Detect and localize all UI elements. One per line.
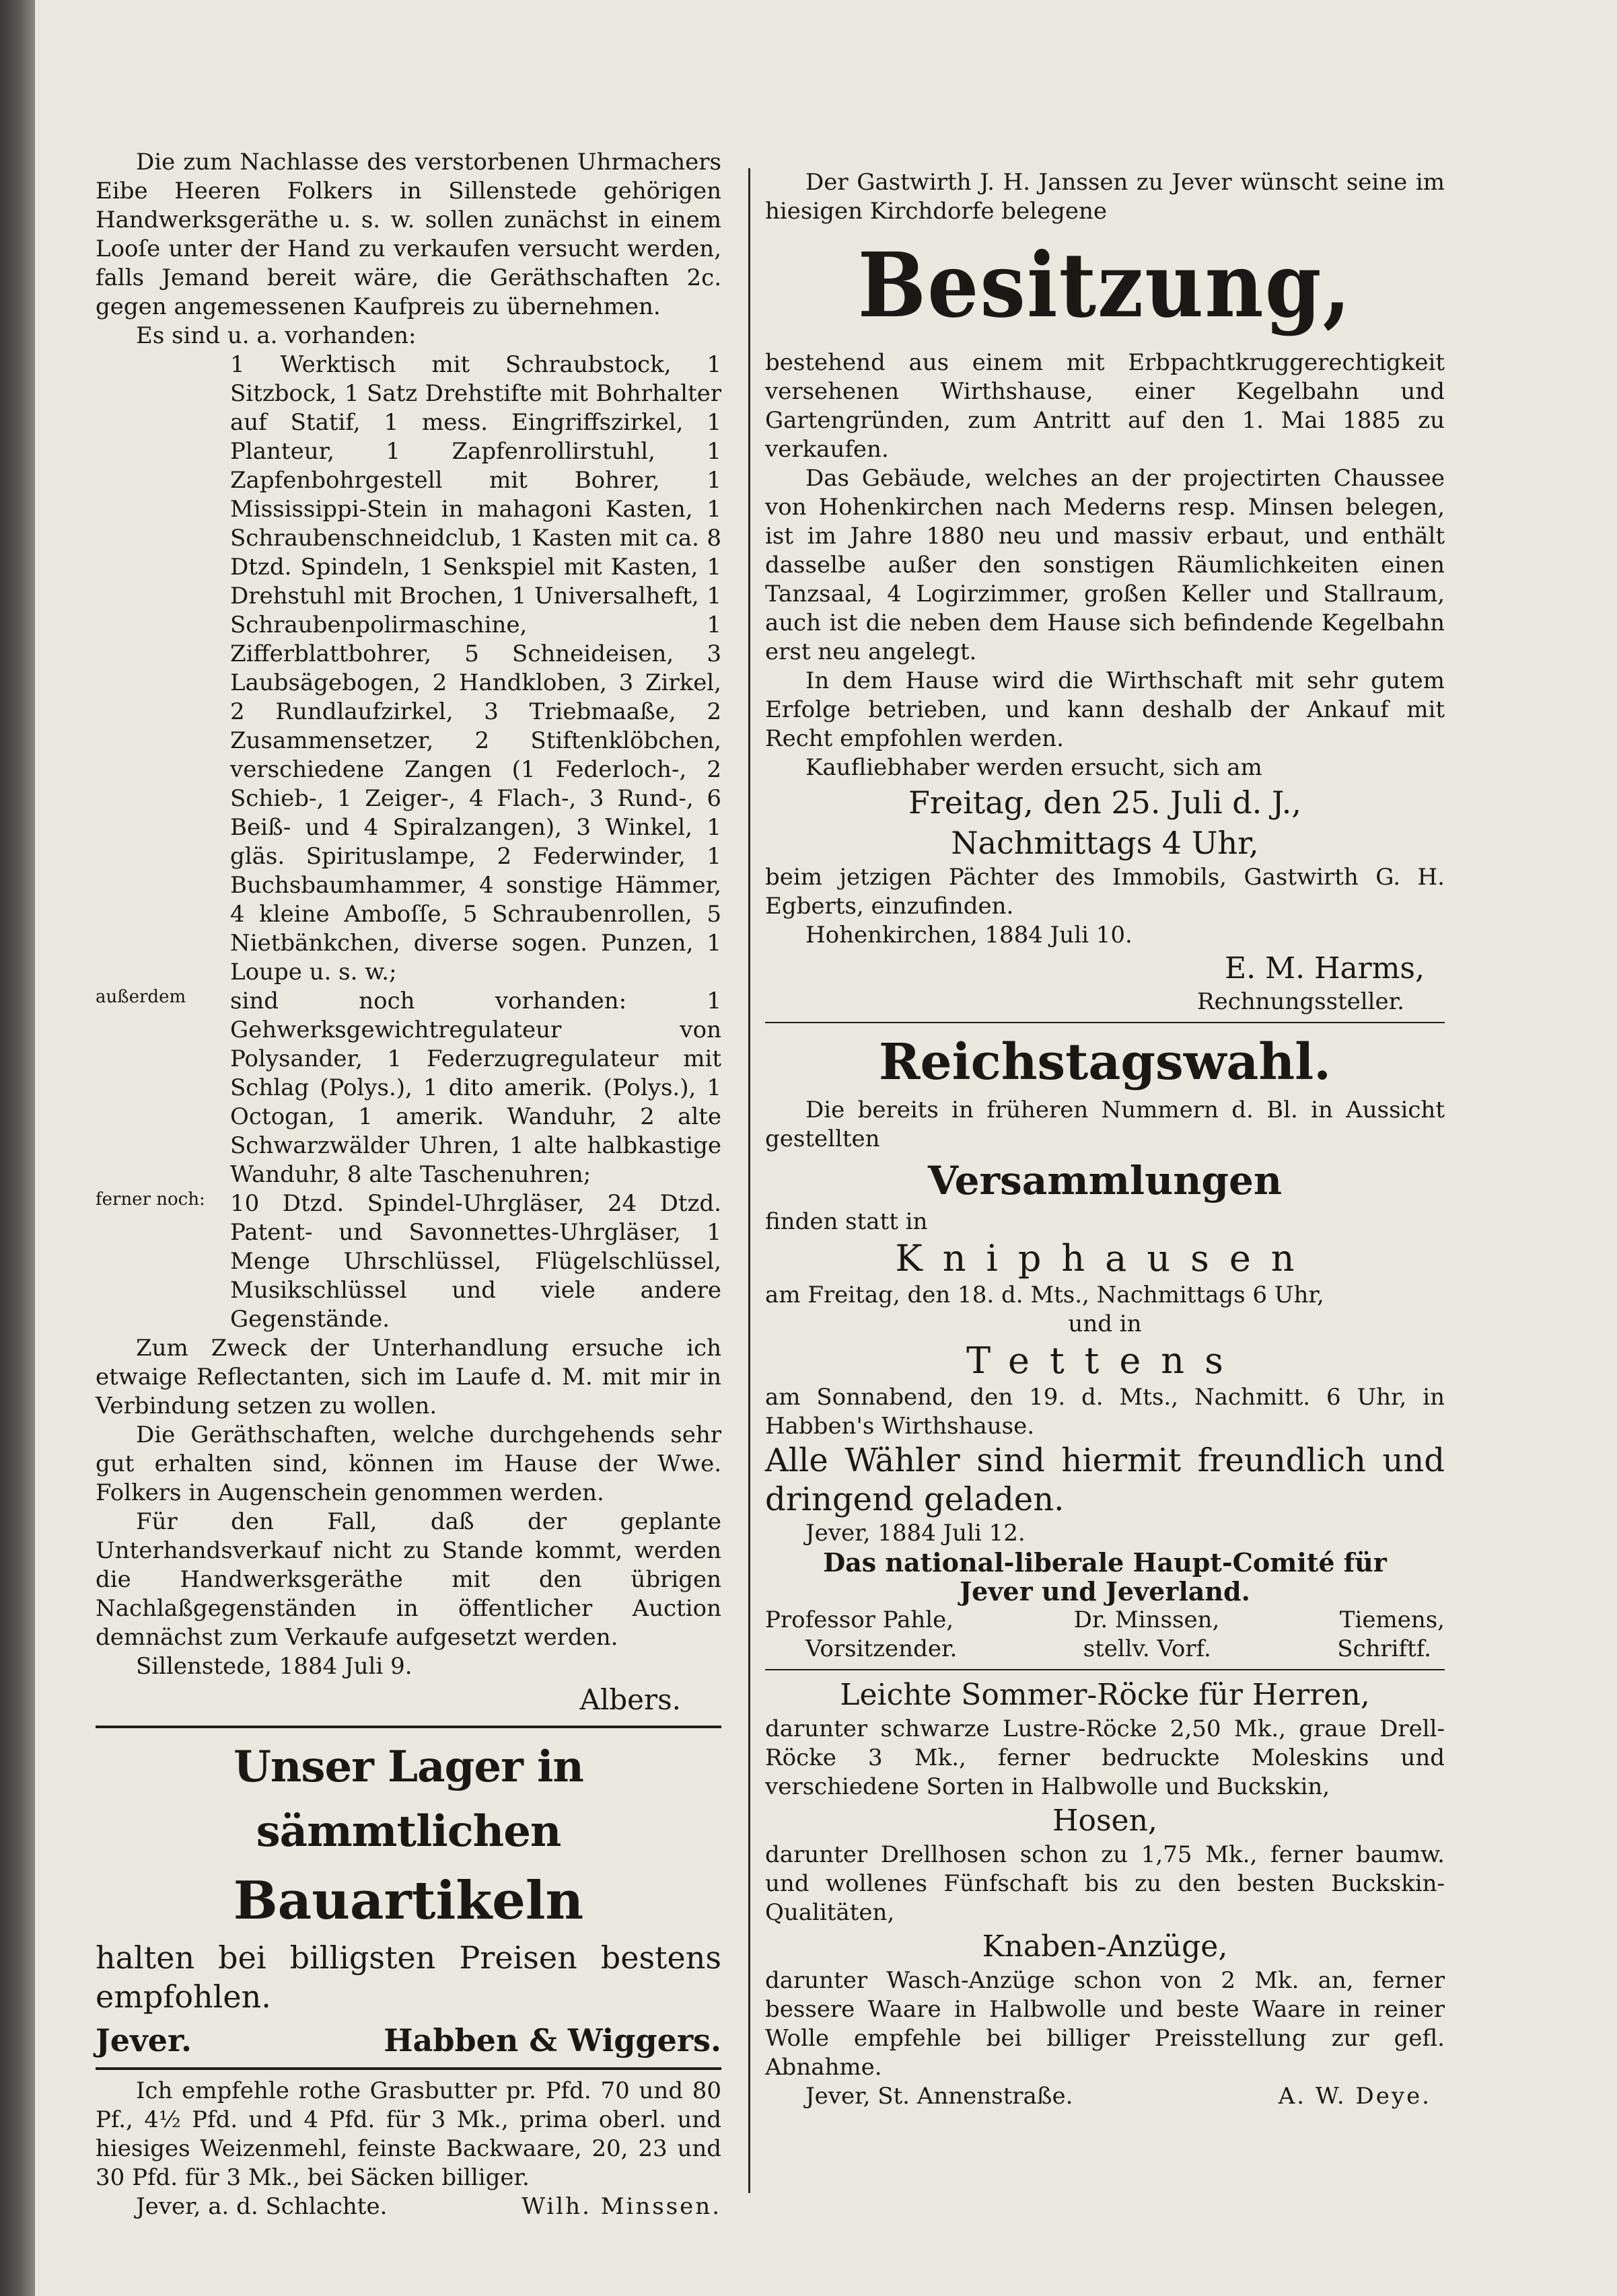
newspaper-page (35, 0, 1617, 2296)
reichstag-when2: am Sonnabend, den 19. d. Mts., Nachmitt. 6 Uhr, in Habben's Wirthshause. (765, 1384, 1445, 1440)
besitzung-p5: beim jetzigen Pächter des Immobils, Gastwirth G. H. Egberts, einzufinden. (765, 864, 1445, 920)
lager-line1: Unser Lager in sämmtlichen (233, 1742, 583, 1857)
reichstag-waehler: Alle Wähler sind hiermit freundlich und dringend geladen. (765, 1442, 1445, 1518)
roecke-ad (765, 1676, 1445, 2111)
role-vorsitzender: Vorsitzender. (805, 1635, 958, 1662)
column-rule (748, 168, 750, 2193)
roecke-signer: A. W. Deye. (1278, 2083, 1431, 2110)
lager-place: Jever. (96, 2022, 192, 2059)
nachlass-vorhanden-intro: Es sind u. a. vorhanden: (136, 322, 417, 349)
ferner-text: 10 Dtzd. Spindel-Uhrgläser, 24 Dtzd. Patent- und Savonnettes-Uhrgläser, 1 Menge Uhrschlüssel, Flügelschlüssel, Musikschlüssel und viele andere Gegenstände. (230, 1190, 721, 1333)
reichstag-und: und in (1068, 1310, 1142, 1337)
reichstag-finden: finden statt in (765, 1208, 928, 1235)
grasbutter-signer: Wilh. Minssen. (522, 2193, 721, 2220)
ad-separator (96, 1726, 721, 1728)
right-column (765, 168, 1445, 2111)
besitzung-date2: Nachmittags 4 Uhr, (951, 825, 1259, 861)
lager-firm: Habben & Wiggers. (384, 2022, 721, 2059)
roecke-hosen: Hosen, (1052, 1804, 1157, 1838)
ad-separator (765, 1022, 1445, 1023)
besitzung-ad (765, 168, 1445, 1016)
lager-ad (96, 1735, 721, 2061)
left-column (96, 148, 721, 2221)
besitzung-date: Hohenkirchen, 1884 Juli 10. (805, 922, 1133, 949)
reichstag-title: Reichstagswahl. (878, 1033, 1332, 1091)
besitzung-p1: bestehend aus einem mit Erbpachtkruggerechtigkeit versehenen Wirthshause, einer Kegelbahn und Gartengründen, zum Antritt auf den 1. Mai 1885 zu verkaufen. (765, 349, 1445, 463)
roecke-title: Leichte Sommer-Röcke für Herren, (840, 1678, 1370, 1712)
reichstag-members (765, 1606, 1445, 1635)
roecke-knaben: Knaben-Anzüge, (982, 1929, 1228, 1964)
reichstag-place2: Tettens (966, 1339, 1244, 1382)
roecke-p2: darunter Drellhosen schon zu 1,75 Mk., ferner baumw. und wollenes Fünfschaft bis zu den besten Buckskin-Qualitäten, (765, 1841, 1445, 1926)
nachlass-signer: Albers. (579, 1683, 681, 1716)
nachlass-items: 1 Werktisch mit Schraubstock, 1 Sitzbock, 1 Satz Drehstifte mit Bohrhalter auf Statif, 1 mess. Eingriffszirkel, 1 Planteur, 1 Zapfenrollirstuhl, 1 Zapfenbohrgestell mit Bohrer, 1 Mississippi-Stein in mahagoni Kasten, 1 Schraubenschneidclub, 1 Kasten mit ca. 8 Dtzd. Spindeln, 1 Senkspiel mit Kasten, 1 Drehstuhl mit Brochen, 1 Universalheft, 1 Schraubenpolirmaschine, 1 Zifferblattbohrer, 5 Schneideisen, 3 Laubsägebogen, 2 Handkloben, 3 Zirkel, 2 Rundlaufzirkel, 3 Triebmaaße, 2 Zusammensetzer, 2 Stiftenklöbchen, verschiedene Zangen (1 Federloch-, 2 Schieb-, 1 Zeiger-, 4 Flach-, 3 Rund-, 6 Beiß- und 4 Spiralzangen), 3 Winkel, 1 gläs. Spirituslampe, 2 Federwinder, 1 Buchsbaumhammer, 4 sonstige Hämmer, 4 kleine Amboſſe, 5 Schraubenrollen, 5 Nietbänkchen, diverse sogen. Punzen, 1 Loupe u. s. w.; (230, 351, 721, 986)
besitzung-p3: In dem Hause wird die Wirthschaft mit sehr gutem Erfolge betrieben, und kann deshalb der Ankauf mit Recht empfohlen werden. (765, 667, 1445, 752)
nachlass-ad (96, 148, 721, 1719)
nachlass-intro: Die zum Nachlasse des verstorbenen Uhrmachers Eibe Heeren Folkers in Sillenstede gehörigen Handwerksgeräthe u. s. w. sollen zunächst in einem Looſe unter der Hand zu verkaufen versucht werden, falls Jemand bereit wäre, die Geräthschaften 2c. gegen angemessenen Kaufpreis zu übernehmen. (96, 149, 721, 320)
member-tiemens: Tiemens, (1339, 1606, 1445, 1633)
member-pahle: Professor Pahle, (765, 1606, 954, 1633)
roecke-place: Jever, St. Annenstraße. (805, 2083, 1073, 2110)
roecke-p3: darunter Wasch-Anzüge schon von 2 Mk. an, ferner bessere Waare in Halbwolle und beste Waare in reiner Wolle empfehle bei billiger Preisstellung zur gefl. Abnahme. (765, 1967, 1445, 2081)
ausserdem-label: außerdem (96, 987, 186, 1007)
role-stellv: stellv. Vorf. (1083, 1635, 1211, 1662)
ferner-label: ferner noch: (96, 1189, 205, 1210)
grasbutter-ad (96, 2077, 721, 2221)
besitzung-p4: Kaufliebhaber werden ersucht, sich am (805, 754, 1262, 781)
member-minssen: Dr. Minssen, (1073, 1606, 1220, 1633)
besitzung-intro: Der Gastwirth J. H. Janssen zu Jever wünscht seine im hiesigen Kirchdorfe belegene (765, 169, 1445, 225)
lager-footer (96, 2020, 721, 2061)
reichstag-ad (765, 1029, 1445, 1664)
reichstag-comite1: Das national-liberale Haupt-Comité für (823, 1547, 1387, 1578)
nachlass-zweck: Zum Zweck der Unterhandlung ersuche ich etwaige Reflectanten, sich im Laufe d. M. mit mir in Verbindung setzen zu wollen. (96, 1335, 721, 1419)
besitzung-signer-title: Rechnungssteller. (1197, 988, 1404, 1015)
reichstag-versammlungen: Versammlungen (927, 1158, 1283, 1203)
reichstag-p1: Die bereits in früheren Nummern d. Bl. in Aussicht gestellten (765, 1097, 1445, 1152)
besitzung-date1: Freitag, den 25. Juli d. J., (908, 784, 1302, 821)
nachlass-geraethschaften: Die Geräthschaften, welche durchgehends sehr gut erhalten sind, können im Hause der Wwe. Folkers in Augenschein genommen werden. (96, 1421, 721, 1506)
grasbutter-footer (96, 2192, 721, 2221)
nachlass-fall: Für den Fall, daß der geplante Unterhandsverkauf nicht zu Stande kommt, werden die Handwerksgeräthe mit den übrigen Nachlaßgegenständen in öffentlicher Auction demnächst zum Verkaufe aufgesetzt werden. (96, 1508, 721, 1651)
lager-line2: Bauartikeln (233, 1870, 584, 1931)
reichstag-date: Jever, 1884 Juli 12. (805, 1520, 1026, 1547)
besitzung-signer: E. M. Harms, (1224, 951, 1425, 986)
nachlass-ferner (96, 1189, 721, 1334)
lager-line3: halten bei billigsten Preisen bestens empfohlen. (96, 1939, 721, 2015)
ad-separator (765, 1669, 1445, 1670)
nachlass-date: Sillenstede, 1884 Juli 9. (136, 1653, 412, 1680)
reichstag-when1: am Freitag, den 18. d. Mts., Nachmittags 6 Uhr, (765, 1282, 1324, 1308)
besitzung-p2: Das Gebäude, welches an der projectirten Chaussee von Hohenkirchen nach Mederns resp. Minsen belegen, ist im Jahre 1880 neu und massiv erbaut, und enthält dasselbe außer den sonstigen Räumlichkeiten einen Tanzsaal, 4 Logirzimmer, großen Keller und Stallraum, auch ist die neben dem Hause sich befindende Kegelbahn erst neu angelegt. (765, 465, 1445, 665)
reichstag-place1: Kniphausen (895, 1237, 1315, 1280)
ad-separator (96, 2067, 721, 2070)
ausserdem-text: sind noch vorhanden: 1 Gehwerksgewichtregulateur von Polysander, 1 Federzugregulateur mit Schlag (Polys.), 1 dito amerik. (Polys.), 1 Octogan, 1 amerik. Wanduhr, 2 alte Schwarzwälder Uhren, 1 alte halbkastige Wanduhr, 8 alte Taschenuhren; (230, 988, 721, 1188)
grasbutter-place: Jever, a. d. Schlachte. (136, 2193, 388, 2220)
reichstag-roles (765, 1635, 1445, 1664)
nachlass-ausserdem (96, 987, 721, 1189)
reichstag-comite2: Jever und Jeverland. (960, 1576, 1250, 1606)
page-gutter (0, 0, 35, 2296)
grasbutter-text: Ich empfehle rothe Grasbutter pr. Pfd. 70 und 80 Pf., 4½ Pfd. und 4 Pfd. für 3 Mk., prima oberl. und hiesiges Weizenmehl, feinste Backwaare, 20, 23 und 30 Pfd. für 3 Mk., bei Säcken billiger. (96, 2077, 721, 2191)
role-schriftf: Schriftf. (1337, 1635, 1431, 1662)
roecke-p1: darunter schwarze Lustre-Röcke 2,50 Mk., graue Drell-Röcke 3 Mk., ferner bedruckte Moleskins und verschiedene Sorten in Halbwolle und Buckskin, (765, 1715, 1445, 1800)
besitzung-title: Besitzung, (857, 233, 1353, 338)
roecke-footer (765, 2082, 1445, 2111)
